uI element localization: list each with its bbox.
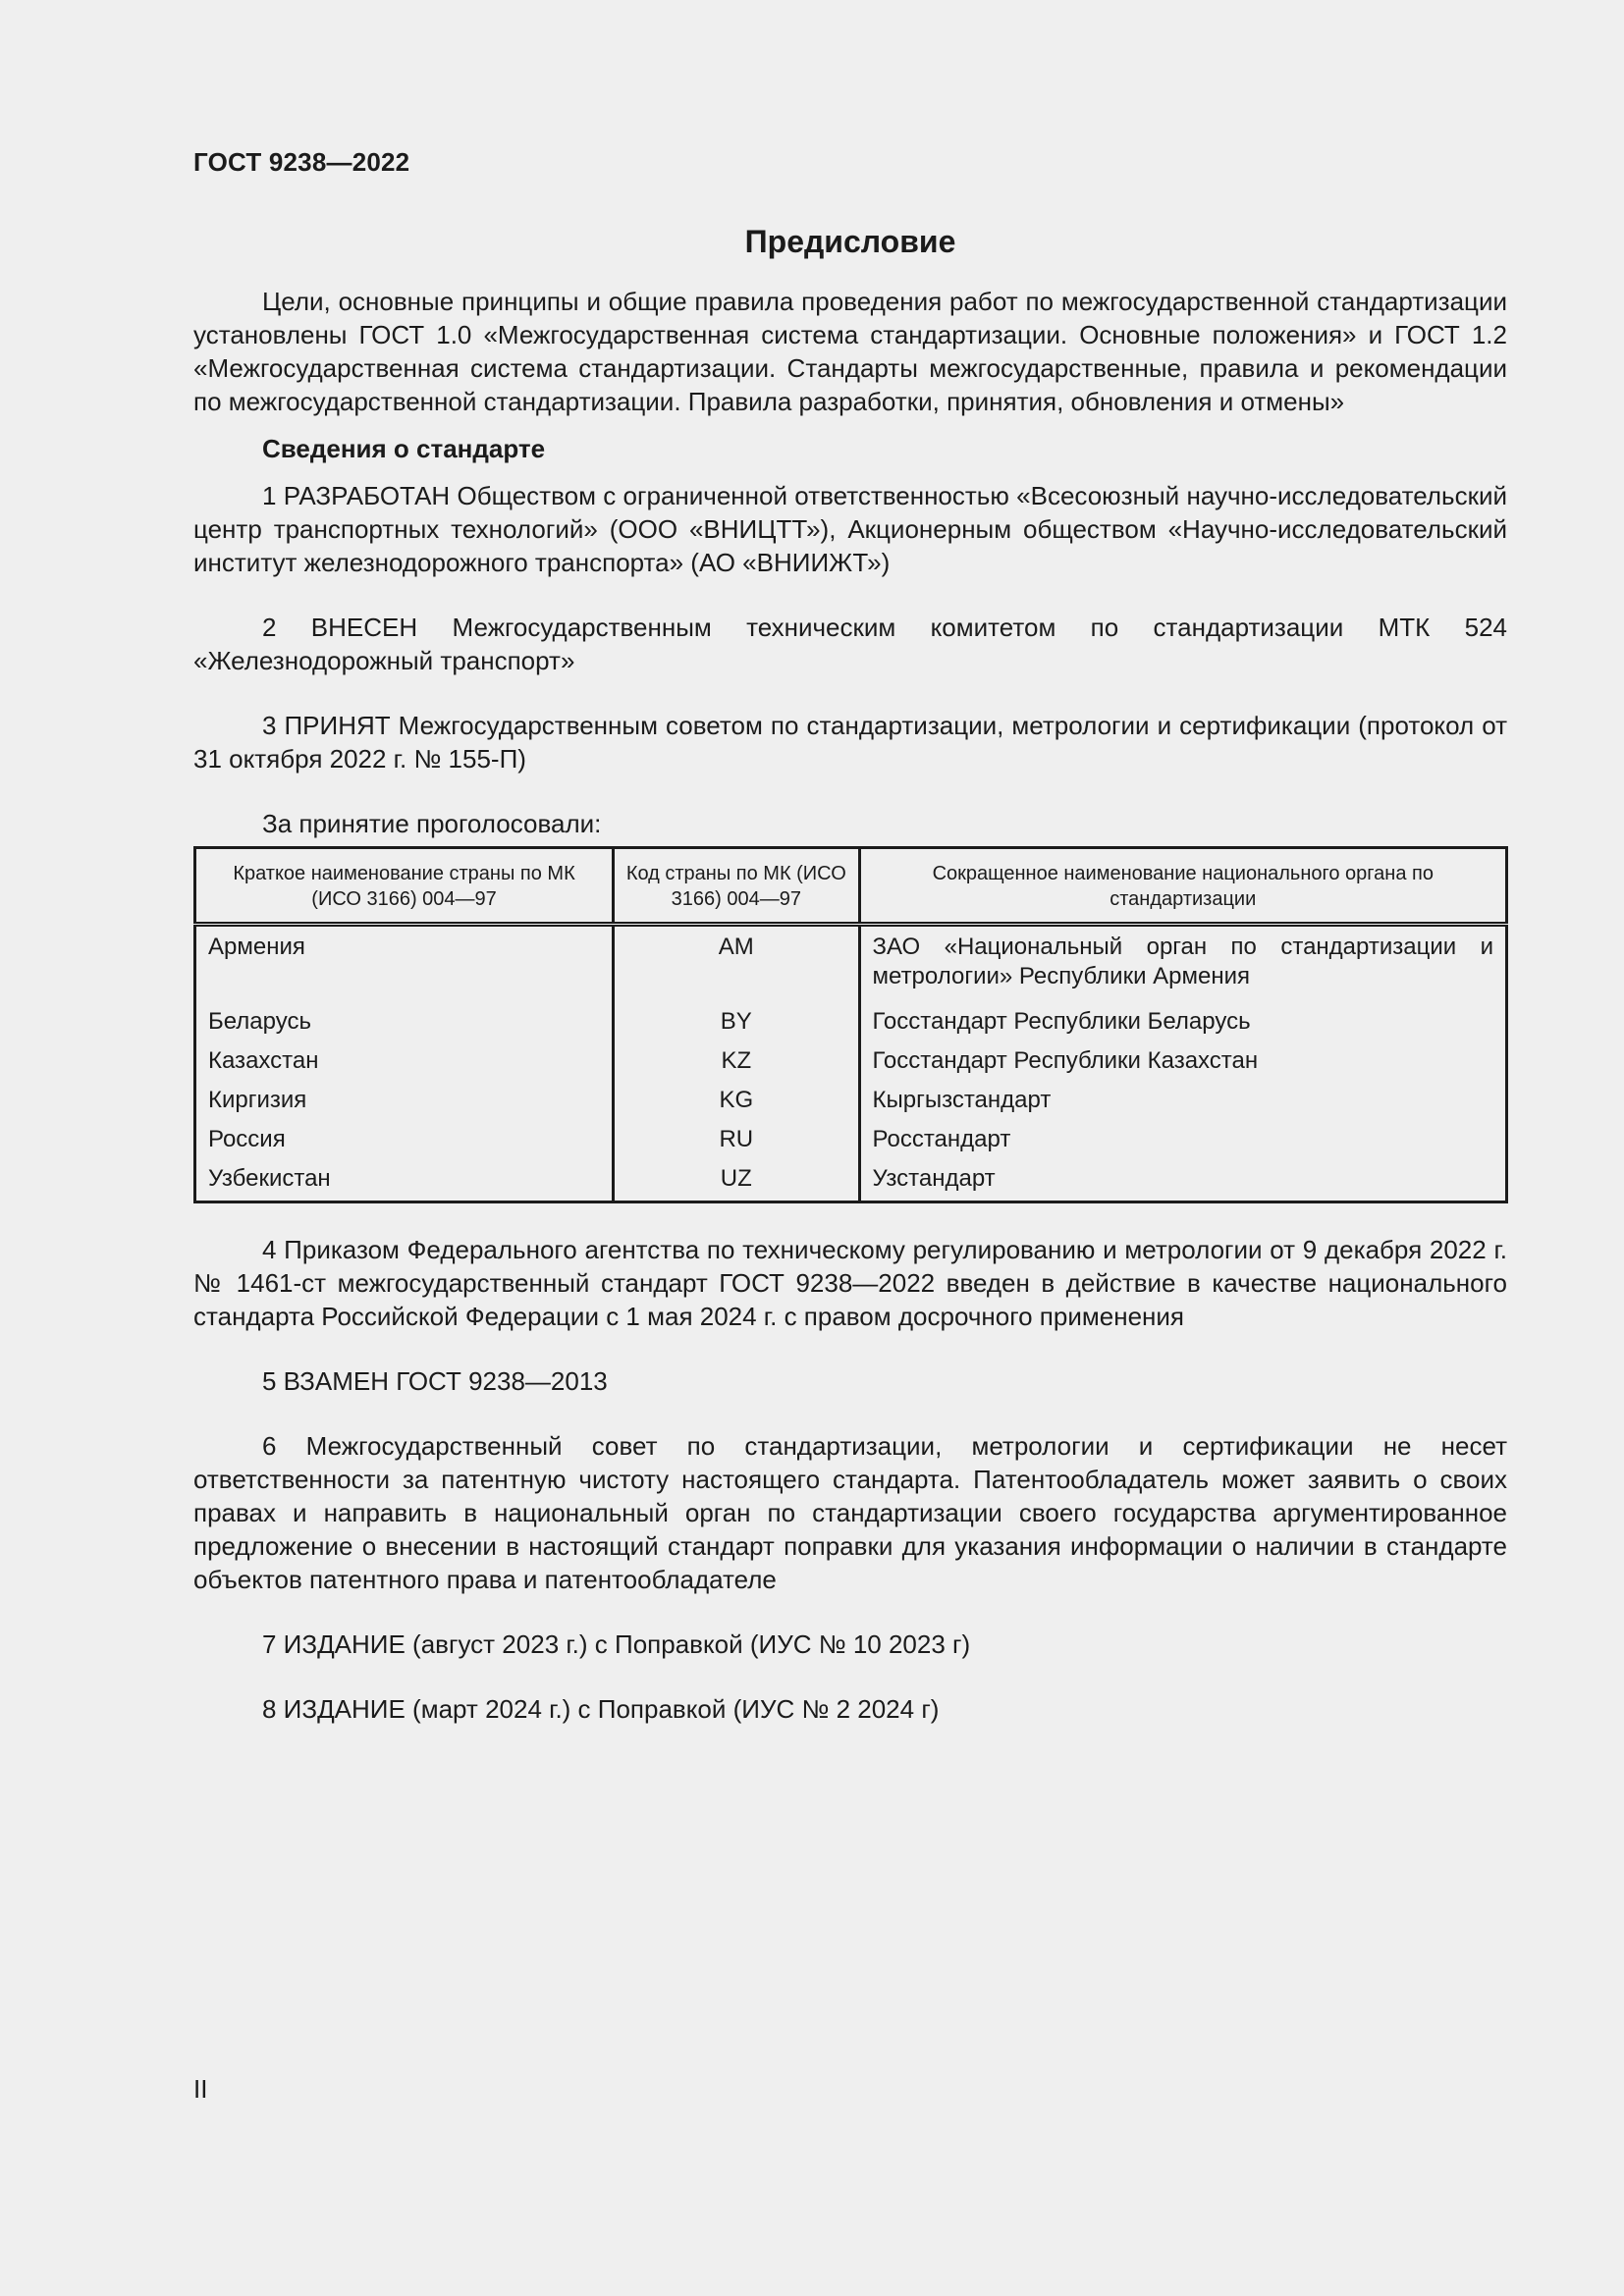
voting-table xyxy=(193,846,1508,1203)
code-cell: KG xyxy=(614,1084,859,1123)
table-row xyxy=(195,1162,1507,1201)
section-subheading: Сведения о стандарте xyxy=(262,434,546,463)
national-body-cell: Госстандарт Республики Беларусь xyxy=(859,1005,1506,1044)
national-body-cell: Узстандарт xyxy=(859,1162,1506,1201)
table-header-row xyxy=(195,848,1507,925)
intro-paragraph: Цели, основные принципы и общие правила проведения работ по межгосударственной стандартизации установлены ГОСТ 1.0 «Межгосударственная система стандартизации. Основные положения» и ГОСТ 1.2 «Межгосударственная система стандартизации. Стандарты межгосударственные, правила и рекомендации по межгосударственной стандартизации. Правила разработки, принятия, обновления и отмены» xyxy=(193,287,1507,416)
header-country-code: Код страны по МК (ИСО 3166) 004—97 xyxy=(614,848,859,925)
header-national-body: Сокращенное наименование национального органа по стандартизации xyxy=(859,848,1506,925)
code-cell: KZ xyxy=(614,1044,859,1084)
table-row xyxy=(195,1044,1507,1084)
page-number: II xyxy=(193,2074,208,2104)
table-row xyxy=(195,925,1507,1006)
country-cell: Россия xyxy=(195,1123,614,1162)
page-title: Предисловие xyxy=(744,224,956,259)
table-row xyxy=(195,1084,1507,1123)
vote-intro: За принятие проголосовали: xyxy=(262,809,602,838)
header-country-name: Краткое наименование страны по МК (ИСО 3166) 004—97 xyxy=(195,848,614,925)
national-body-cell: Росстандарт xyxy=(859,1123,1506,1162)
info-item-3: 3 ПРИНЯТ Межгосударственным советом по стандартизации, метрологии и сертификации (протокол от 31 октября 2022 г. № 155-П) xyxy=(193,711,1507,774)
document-code-header: ГОСТ 9238—2022 xyxy=(193,147,410,177)
code-cell: UZ xyxy=(614,1162,859,1201)
national-body-cell: Кыргызстандарт xyxy=(859,1084,1506,1123)
info-item-1: 1 РАЗРАБОТАН Обществом с ограниченной ответственностью «Всесоюзный научно-исследовательский центр транспортных технологий» (ООО «ВНИЦТТ»), Акционерным обществом «Научно-исследовательский институт железнодорожного транспорта» (АО «ВНИИЖТ») xyxy=(193,481,1507,577)
table-row xyxy=(195,1005,1507,1044)
country-cell: Киргизия xyxy=(195,1084,614,1123)
code-cell: BY xyxy=(614,1005,859,1044)
country-cell: Беларусь xyxy=(195,1005,614,1044)
info-item-5: 5 ВЗАМЕН ГОСТ 9238—2013 xyxy=(262,1365,608,1396)
country-cell: Казахстан xyxy=(195,1044,614,1084)
code-cell: RU xyxy=(614,1123,859,1162)
info-item-7: 7 ИЗДАНИЕ (август 2023 г.) с Поправкой (ИУС № 10 2023 г) xyxy=(262,1629,971,1659)
national-body-cell: ЗАО «Национальный орган по стандартизации и метрологии» Республики Армения xyxy=(859,925,1506,1006)
national-body-cell: Госстандарт Республики Казахстан xyxy=(859,1044,1506,1084)
country-cell: Армения xyxy=(195,925,614,1006)
country-cell: Узбекистан xyxy=(195,1162,614,1201)
info-item-2: 2 ВНЕСЕН Межгосударственным техническим комитетом по стандартизации МТК 524 «Железнодорожный транспорт» xyxy=(193,613,1507,675)
info-item-4: 4 Приказом Федерального агентства по техническому регулированию и метрологии от 9 декабря 2022 г. № 1461-ст межгосударственный стандарт ГОСТ 9238—2022 введен в действие в качестве национального стандарта Российской Федерации с 1 мая 2024 г. с правом досрочного применения xyxy=(193,1234,1507,1331)
info-item-6: 6 Межгосударственный совет по стандартизации, метрологии и сертификации не несет ответственности за патентную чистоту настоящего стандарта. Патентообладатель может заявить о своих правах и направить в национальный орган по стандартизации своего государства аргументированное предложение о внесении в настоящий стандарт поправки для указания информации о наличии в стандарте объектов патентного права и патентообладателе xyxy=(193,1430,1507,1594)
code-cell: AM xyxy=(614,925,859,1006)
document-body xyxy=(193,285,1507,1726)
info-item-8: 8 ИЗДАНИЕ (март 2024 г.) с Поправкой (ИУС № 2 2024 г) xyxy=(262,1693,940,1724)
table-row xyxy=(195,1123,1507,1162)
